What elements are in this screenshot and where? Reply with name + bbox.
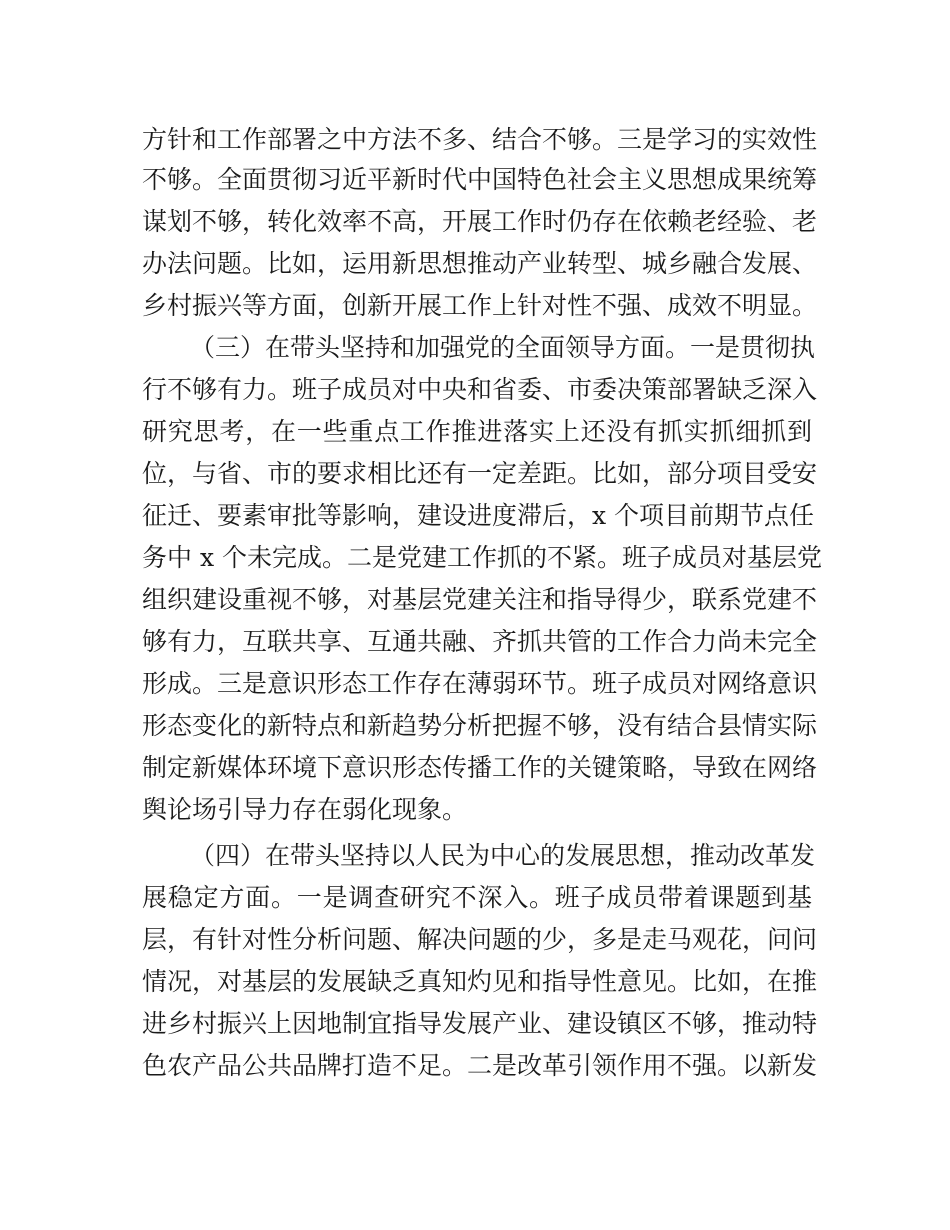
text-line: 乡村振兴等方面，创新开展工作上针对性不强、成效不明显。 xyxy=(142,291,818,320)
section-heading-line: （四）在带头坚持以人民为中心的发展思想，推动改革发 xyxy=(190,841,816,870)
text-line: 行不够有力。班子成员对中央和省委、市委决策部署缺乏深入 xyxy=(142,375,818,404)
text-line: 征迁、要素审批等影响，建设进度滞后，x 个项目前期节点任 xyxy=(142,501,815,530)
text-line: 制定新媒体环境下意识形态传播工作的关键策略，导致在网络 xyxy=(142,753,818,782)
text-line: 谋划不够，转化效率不高，开展工作时仍存在依赖老经验、老 xyxy=(142,207,818,236)
text-line: 务中 x 个未完成。二是党建工作抓的不紧。班子成员对基层党 xyxy=(142,543,822,572)
text-line: 组织建设重视不够，对基层党建关注和指导得少，联系党建不 xyxy=(142,585,818,614)
text-line: 展稳定方面。一是调查研究不深入。班子成员带着课题到基 xyxy=(142,883,812,912)
text-line: 形成。三是意识形态工作存在薄弱环节。班子成员对网络意识 xyxy=(142,669,818,698)
text-line: 研究思考，在一些重点工作推进落实上还没有抓实抓细抓到 xyxy=(142,417,812,446)
text-line: 够有力，互联共享、互通共融、齐抓共管的工作合力尚未完全 xyxy=(142,627,818,656)
section-heading-line: （三）在带头坚持和加强党的全面领导方面。一是贯彻执 xyxy=(190,333,816,362)
text-line: 进乡村振兴上因地制宜指导发展产业、建设镇区不够，推动特 xyxy=(142,1009,818,1038)
text-line: 办法问题。比如，运用新思想推动产业转型、城乡融合发展、 xyxy=(142,249,818,278)
text-line: 不够。全面贯彻习近平新时代中国特色社会主义思想成果统筹 xyxy=(142,165,818,194)
text-line: 色农产品公共品牌打造不足。二是改革引领作用不强。以新发 xyxy=(142,1051,818,1080)
text-line: 层，有针对性分析问题、解决问题的少，多是走马观花，问问 xyxy=(142,925,818,954)
text-line: 方针和工作部署之中方法不多、结合不够。三是学习的实效性 xyxy=(142,125,818,154)
text-line: 形态变化的新特点和新趋势分析把握不够，没有结合县情实际 xyxy=(142,711,818,740)
text-line: 位，与省、市的要求相比还有一定差距。比如，部分项目受安 xyxy=(142,459,818,488)
text-line: 情况，对基层的发展缺乏真知灼见和指导性意见。比如，在推 xyxy=(142,967,818,996)
text-line: 舆论场引导力存在弱化现象。 xyxy=(142,795,468,824)
